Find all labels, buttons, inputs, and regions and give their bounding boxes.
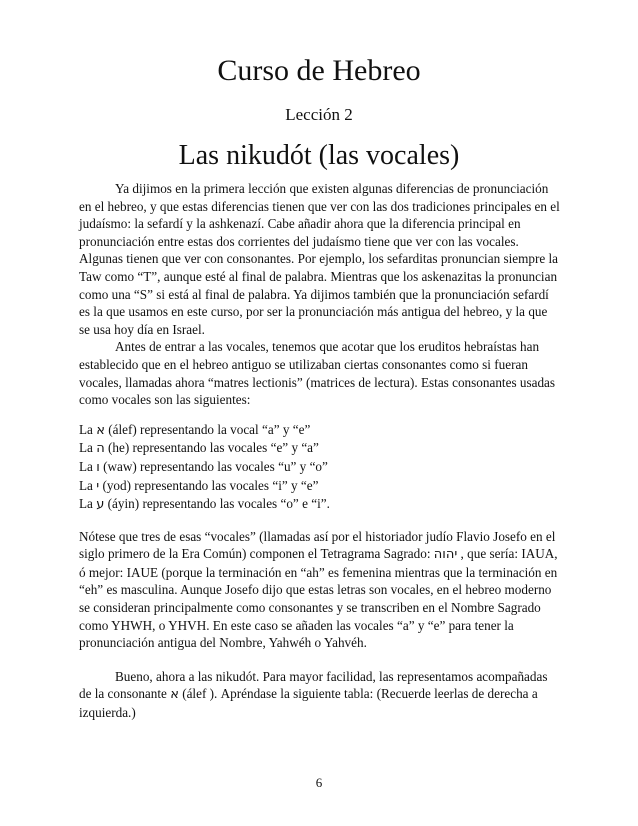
section-title: Las nikudót (las vocales) [178,140,460,171]
page-number: 6 [315,775,323,790]
document-title: Curso de Hebreo [217,54,421,87]
hebrew-letter: ו [96,459,100,475]
list-item: La י (yod) representando las vocales “i” y “e” [79,477,319,494]
paragraph-spacer [79,652,561,668]
hebrew-letter: ה [96,441,105,457]
hebrew-letter: י [96,478,100,494]
body-text [79,180,561,722]
list-item: La ה (he) representando las vocales “e” y “a” [79,440,319,457]
paragraph-tetragrammaton: Nótese que tres de esas “vocales” (llamadas así por el historiador judío Flavio Josefo en el siglo primero de la Era Común) componen el Tetragrama Sagrado: יהוה , que sería: IAUA, ó mejor: IAUE (porque la terminación en “ah” es femenina mientras que la terminación en “eh” es masculina. Aunque Josefo dijo que estas letras son vocales, en el hebreo moderno se consideran principalmente como consonantes y se transcriben en el Nombre Sagrado como YHWH, o YHVH. En este caso se añaden las vocales “a” y “e” para tener la pronunciación antigua del Nombre, Yahwéh o Yahvéh. [79,528,558,651]
hebrew-letter: א [96,422,105,438]
paragraph-nikudot-intro: Bueno, ahora a las nikudót. Para mayor facilidad, las representamos acompañadas de la consonante א (álef ). Apréndase la siguiente tabla: (Recuerde leerlas de derecha a izquierda.) [79,668,548,721]
hebrew-letter: ע [96,497,105,513]
list-item: La ע (áyin) representando las vocales “o” e “i”. [79,496,330,513]
hebrew-letter: א [170,687,179,703]
list-item: La ו (waw) representando las vocales “u” y “o” [79,458,328,475]
paragraph-pronunciation: Ya dijimos en la primera lección que existen algunas diferencias de pronunciación en el hebreo, y que estas diferencias tienen que ver con las dos tradiciones principales en el judaísmo: la sefardí y la ashkenazí. Cabe añadir ahora que la diferencia principal en pronunciación entre estas dos corrientes del judaísmo tiene que ver con las vocales. Algunas tienen que ver con consonantes. Por ejemplo, los sefarditas pronuncian siempre la Taw como “T”, aunque esté al final de palabra. Mientras que los askenazitas la pronuncian como una “S” si está al final de palabra. Ya dijimos también que la pronunciación sefardí es la que usamos en este curso, por ser la pronunciación más antigua del hebreo, y la que se usa hoy día en Israel. [79,181,560,337]
lesson-heading: Lección 2 [285,105,353,124]
paragraph-matres-intro: Antes de entrar a las vocales, tenemos que acotar que los eruditos hebraístas han establecido que en el hebreo antiguo se utilizaban ciertas consonantes como si fueran vocales, llamadas ahora “matres lectionis” (matrices de lectura). Estas consonantes usadas como vocales son las siguientes: [79,339,556,408]
list-item: La א (álef) representando la vocal “a” y “e” [79,421,311,438]
tetragrammaton-hebrew: יהוה [433,547,458,563]
matres-lectionis-list [79,421,561,514]
